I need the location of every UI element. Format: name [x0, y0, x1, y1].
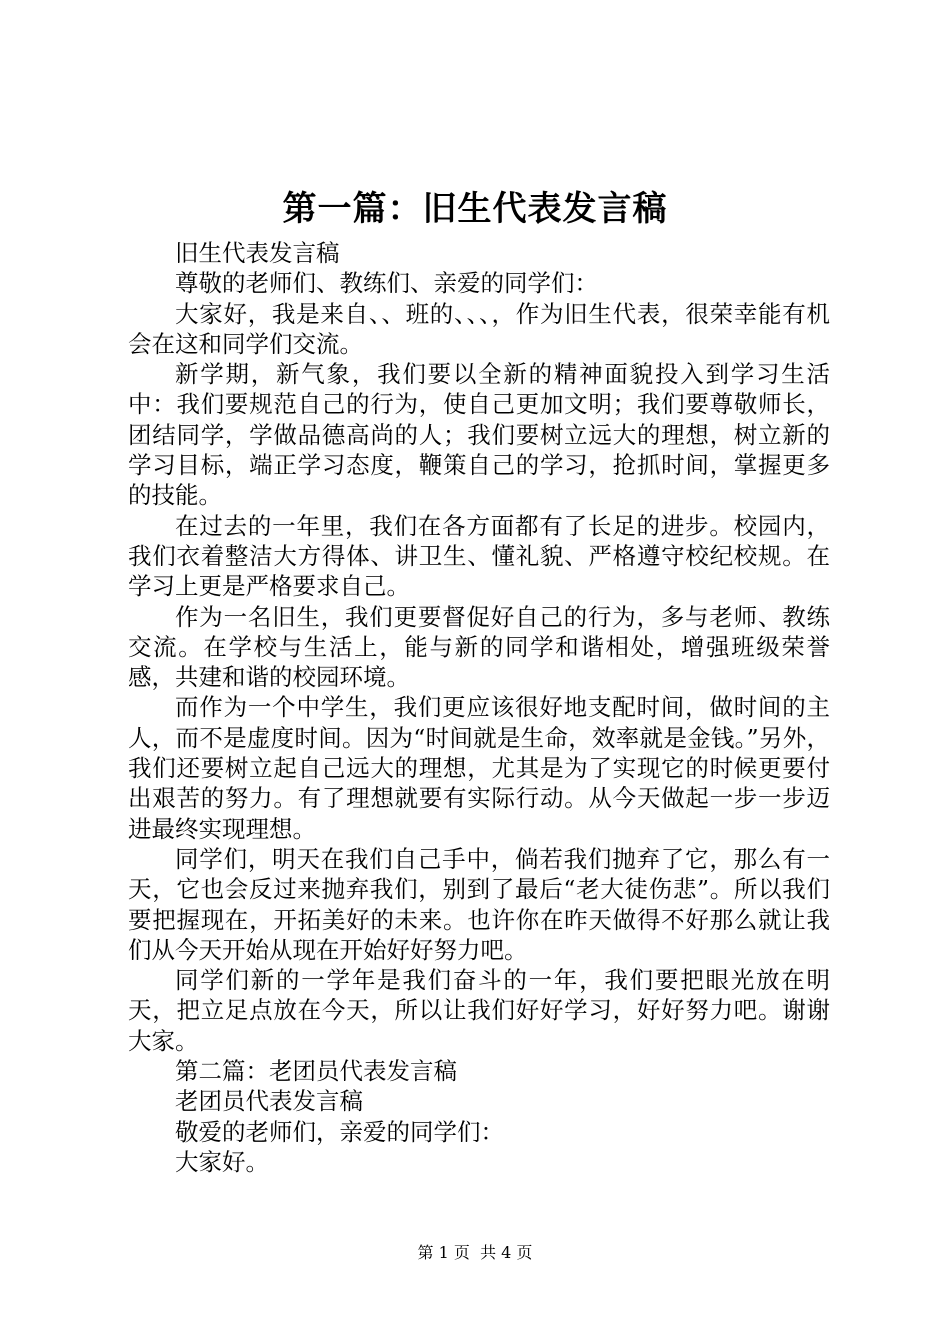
paragraph: 大家好，我是来自、、班的、、、，作为旧生代表，很荣幸能有机会在这和同学们交流。	[128, 299, 830, 358]
page-footer	[0, 1243, 950, 1263]
paragraph: 新学期，新气象，我们要以全新的精神面貌投入到学习生活中：我们要规范自己的行为，使自己更加文明；我们要尊敬师长，团结同学，学做品德高尚的人；我们要树立远大的理想，树立新的学习目标，端正学习态度，鞭策自己的学习，抢抓时间，掌握更多的技能。	[128, 360, 830, 510]
paragraph: 旧生代表发言稿	[175, 239, 340, 267]
paragraph: 敬爱的老师们，亲爱的同学们：	[175, 1117, 504, 1146]
document-title: 第一篇：旧生代表发言稿	[282, 189, 668, 229]
document-body	[128, 238, 830, 1177]
paragraph: 作为一名旧生，我们更要督促好自己的行为，多与老师、教练交流。在学校与生活上，能与新的同学和谐相处，增强班级荣誉感，共建和谐的校园环境。	[128, 602, 830, 692]
section-heading: 第二篇：老团员代表发言稿	[175, 1057, 457, 1086]
paragraph: 而作为一个中学生，我们更应该很好地支配时间，做时间的主人，而不是虚度时间。因为“时间就是生命，效率就是金钱。”另外，我们还要树立起自己远大的理想，尤其是为了实现它的时候更要付出艰苦的努力。有了理想就要有实际行动。从今天做起一步一步迈进最终实现理想。	[128, 693, 830, 843]
paragraph: 在过去的一年里，我们在各方面都有了长足的进步。校园内，我们衣着整洁大方得体、讲卫生、懂礼貌、严格遵守校纪校规。在学习上更是严格要求自己。	[128, 511, 830, 601]
paragraph: 同学们，明天在我们自己手中，倘若我们抛弃了它，那么有一天，它也会反过来抛弃我们，别到了最后“老大徒伤悲”。所以我们要把握现在，开拓美好的未来。也许你在昨天做得不好那么就让我们从今天开始从现在开始好好努力吧。	[128, 844, 830, 964]
page-number: 第 1 页 共 4 页	[417, 1243, 533, 1262]
paragraph: 大家好。	[175, 1147, 269, 1176]
paragraph: 老团员代表发言稿	[175, 1087, 363, 1116]
paragraph: 尊敬的老师们、教练们、亲爱的同学们：	[175, 269, 598, 298]
paragraph: 同学们新的一学年是我们奋斗的一年，我们要把眼光放在明天，把立足点放在今天，所以让我们好好学习，好好努力吧。谢谢大家。	[128, 966, 830, 1055]
